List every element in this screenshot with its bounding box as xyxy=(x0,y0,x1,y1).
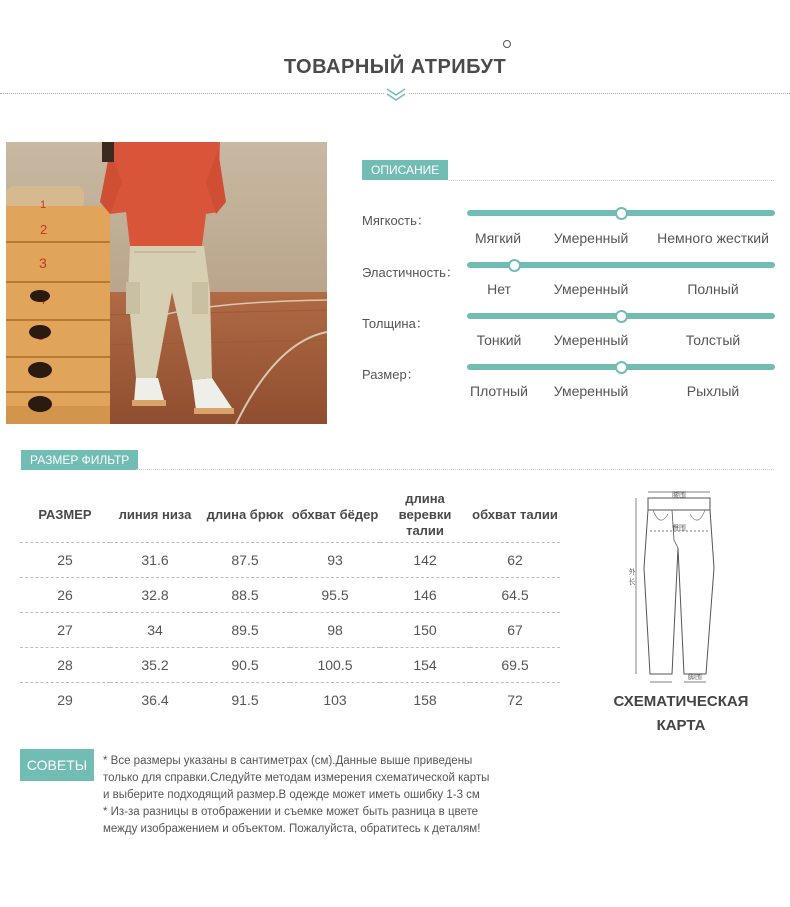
softness-scale-low: Мягкий xyxy=(474,230,522,246)
thickness-slider-knob xyxy=(615,310,628,323)
table-row xyxy=(20,612,560,647)
table-cell: 100.5 xyxy=(290,647,380,682)
svg-text:1: 1 xyxy=(40,199,47,211)
thickness-scale-high: Толстый xyxy=(685,332,741,348)
table-cell: 150 xyxy=(380,612,470,647)
table-cell: 28 xyxy=(20,647,110,682)
page-title: ТОВАРНЫЙ АТРИБУТ xyxy=(283,56,507,78)
table-cell: 98 xyxy=(290,612,380,647)
description-tag: ОПИСАНИЕ xyxy=(362,160,448,180)
attribute-label-elasticity: Эластичность： xyxy=(362,265,459,280)
table-cell: 32.8 xyxy=(110,577,200,612)
table-cell: 88.5 xyxy=(200,577,290,612)
table-row xyxy=(20,682,560,717)
table-cell: 154 xyxy=(380,647,470,682)
attribute-label-fit: Размер： xyxy=(362,367,420,382)
column-header-waist: обхват талии xyxy=(472,506,558,522)
table-cell: 69.5 xyxy=(470,647,560,682)
size-filter-divider xyxy=(136,469,772,470)
table-cell: 95.5 xyxy=(290,577,380,612)
svg-text:2: 2 xyxy=(40,222,48,237)
tip-line: * Все размеры указаны в сантиметрах (см).Данные выше приведены xyxy=(103,755,473,767)
diagram-caption-line2: КАРТА xyxy=(656,717,706,734)
tip-line: только для справки.Следуйте методам измерения схематической карты xyxy=(103,772,490,784)
softness-scale-high: Немного жесткий xyxy=(657,230,769,246)
fit-slider-knob xyxy=(615,361,628,374)
table-cell: 26 xyxy=(20,577,110,612)
table-cell: 142 xyxy=(380,542,470,577)
column-header-hip: обхват бёдер xyxy=(291,506,379,522)
size-filter-tag: РАЗМЕР ФИЛЬТР xyxy=(21,450,138,470)
table-cell: 29 xyxy=(20,682,110,717)
table-cell: 67 xyxy=(470,612,560,647)
table-cell: 103 xyxy=(290,682,380,717)
elasticity-scale-mid: Умеренный xyxy=(553,281,629,297)
table-cell: 146 xyxy=(380,577,470,612)
tip-line: между изображением и объектом. Пожалуйста, обратитесь к деталям! xyxy=(103,823,481,835)
attribute-label-thickness: Толщина： xyxy=(362,316,429,331)
diagram-label-hem: 脚围 xyxy=(688,673,702,681)
table-cell: 91.5 xyxy=(200,682,290,717)
table-cell: 25 xyxy=(20,542,110,577)
size-table-header-row xyxy=(20,488,560,542)
elasticity-scale-high: Полный xyxy=(687,281,739,297)
table-cell: 62 xyxy=(470,542,560,577)
column-header-hem: линия низа xyxy=(118,506,192,522)
table-cell: 158 xyxy=(380,682,470,717)
elasticity-scale-low: Нет xyxy=(487,281,511,297)
column-header-drawstring: длина веревки талии xyxy=(398,490,452,538)
table-cell: 35.2 xyxy=(110,647,200,682)
table-cell: 36.4 xyxy=(110,682,200,717)
table-cell: 72 xyxy=(470,682,560,717)
table-cell: 27 xyxy=(20,612,110,647)
fit-scale-low: Плотный xyxy=(470,383,528,399)
table-cell: 34 xyxy=(110,612,200,647)
table-cell: 90.5 xyxy=(200,647,290,682)
thickness-scale-mid: Умеренный xyxy=(553,332,629,348)
table-cell: 87.5 xyxy=(200,542,290,577)
diagram-label-length-1: 外 xyxy=(628,568,636,576)
fit-scale-high: Рыхлый xyxy=(686,383,740,399)
softness-slider-knob xyxy=(615,207,628,220)
tip-line: * Из-за разницы в отображении и съемке может быть разница в цвете xyxy=(103,806,479,818)
thickness-scale-low: Тонкий xyxy=(476,332,522,348)
table-cell: 89.5 xyxy=(200,612,290,647)
diagram-label-length-2: 长 xyxy=(628,578,636,586)
pants-schematic-diagram xyxy=(620,488,730,688)
table-cell: 93 xyxy=(290,542,380,577)
tips-button: СОВЕТЫ xyxy=(20,749,94,781)
description-divider xyxy=(449,180,774,181)
diagram-label-waist: 腰围 xyxy=(672,491,686,499)
column-header-length: длина брюк xyxy=(206,506,284,522)
table-row xyxy=(20,577,560,612)
column-header-size: РАЗМЕР xyxy=(38,506,92,522)
svg-text:3: 3 xyxy=(39,255,47,271)
elasticity-slider-knob xyxy=(508,259,521,272)
tip-line: и выберите подходящий размер.В одежде может иметь ошибку 1-3 см xyxy=(103,789,480,801)
fit-scale-mid: Умеренный xyxy=(553,383,629,399)
softness-scale-mid: Умеренный xyxy=(553,230,629,246)
double-chevron-down-icon xyxy=(384,86,408,102)
degree-mark xyxy=(503,40,511,48)
size-table xyxy=(20,488,560,717)
diagram-label-hip: 臀围 xyxy=(672,524,686,532)
table-row xyxy=(20,542,560,577)
table-cell: 64.5 xyxy=(470,577,560,612)
table-cell: 31.6 xyxy=(110,542,200,577)
product-photo xyxy=(6,142,327,424)
attribute-label-softness: Мягкость： xyxy=(362,213,430,228)
diagram-caption-line1: СХЕМАТИЧЕСКАЯ xyxy=(613,693,749,710)
table-row xyxy=(20,647,560,682)
